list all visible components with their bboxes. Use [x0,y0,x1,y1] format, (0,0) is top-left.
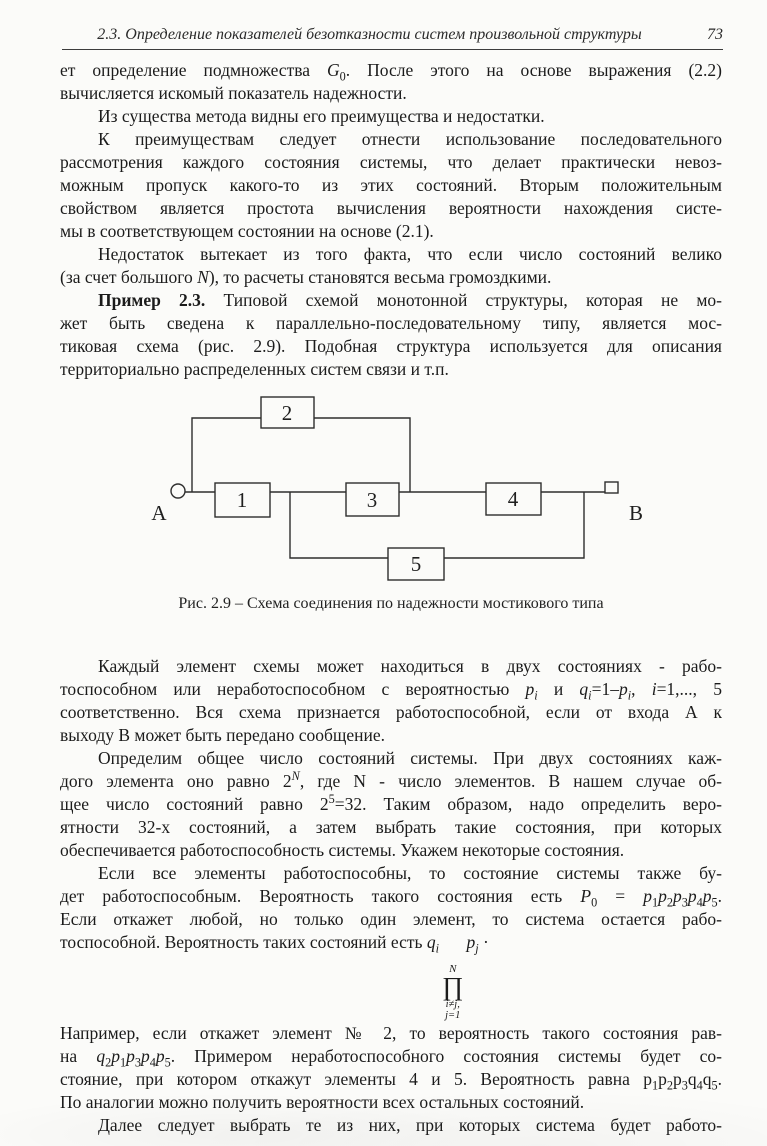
text-line: ет определение подмножества $G_0$. После этого на основе выражения (2.2) [60,60,722,84]
text-line: Далее следует выбрать те из них, при которых система будет работо- [98,1114,722,1135]
text-line: выходу В может быть передано сообщение. [60,725,385,745]
terminal-a [171,484,185,498]
text-line: ятности 32-х состояний, а затем выбрать такие состояния, при которых [60,817,722,837]
figure [60,393,722,613]
page-header [62,26,723,50]
paragraphs-before-figure [60,59,722,381]
wire-top-left [192,418,261,492]
text-line: Определим общее число состояний системы. При двух состояниях каж- [98,748,722,768]
product-formula: N ∏ i≠j, j=1 [442,963,464,1022]
text-line: щее число состояний равно $2^5=32$. Таким образом, надо определить веро- [60,792,722,814]
paragraph [60,105,722,128]
text-line: тоспособной. Вероятность таких состояний есть $q_i$ N ∏ i≠j, j=1 $p_j$ · [60,932,489,1022]
text-line: (за счет большого N), то расчеты становятся весьма громоздкими. [60,267,552,287]
text-line: К преимуществам следует отнести использование последовательного [98,129,722,149]
element-label-5: 5 [410,552,422,576]
text-line: свойством является простота вычисления вероятности нахождения систе- [60,198,722,218]
text-line: обеспечивается работоспособность системы. Укажем некоторые состояния. [60,840,625,860]
paragraph [60,1022,722,1114]
figure-caption: Рис. 2.9 – Схема соединения по надежности мостикового типа [178,595,604,612]
terminal-b [605,482,618,493]
text-line: стояние, при котором откажут элементы 4 и 5. Вероятность равна $p_1p_2p_3q_4q_5$. [60,1068,722,1093]
text-line: Пример 2.3. Типовой схемой монотонной структуры, которая не мо- [98,290,722,310]
bridge-network-diagram [60,393,720,589]
text-line: Из существа метода видны его преимущества и недостатки. [98,106,545,126]
paragraph [60,243,722,289]
node-label-b: B [628,501,644,525]
text-line: Каждый элемент схемы может находиться в двух состояниях - рабо- [98,656,722,676]
text-line: территориально распределенных систем связи и т.п. [60,359,449,379]
text-line: Если откажет любой, но только один элемент, то система остается рабо- [60,909,722,929]
text-line: тоспособном или неработоспособном с вероятностью $p_i$ и $q_i=1-p_i$, i=1,..., 5 [60,679,723,703]
text-line: дет работоспособным. Вероятность такого состояния есть $P_0 = p_1p_2p_3p_4p_5$. [60,886,722,910]
paragraph [60,862,722,1022]
paragraph [60,747,722,862]
body-text [60,59,722,1137]
paragraph [60,128,722,243]
element-label-1: 1 [236,488,248,512]
element-label-3: 3 [366,488,378,512]
text-line: дого элемента оно равно $2^N$, где N - число элементов. В нашем случае об- [60,769,722,791]
paragraph [60,655,722,747]
paragraph [60,1114,722,1137]
text-line: жет быть сведена к параллельно-последовательному типу, является мос- [60,313,722,333]
text-line: на $q_2p_1p_3p_4p_5$. Примером неработоспособного состояния системы будет со- [60,1045,723,1070]
text-line: Если все элементы работоспособны, то состояние системы также бу- [98,863,722,883]
node-label-a: A [151,501,167,525]
text-line: можным пропуск какого-то из этих состояний. Вторым положительным [60,175,722,195]
paragraph [60,59,722,105]
text-line: Например, если откажет элемент № 2, то вероятность такого состояния рав- [60,1022,722,1043]
text-line: Недостаток вытекает из того факта, что если число состояний велико [98,244,722,264]
spacer [60,613,722,635]
paragraphs-after-figure [60,655,722,1137]
text-line: соответственно. Вся схема признается работоспособной, если от входа А к [60,702,722,722]
element-label-4: 4 [507,487,519,511]
page-number: 73 [707,26,723,43]
paragraph [60,289,722,381]
wire-top-right [314,418,410,492]
text-line: По аналогии можно получить вероятности всех остальных состояний. [60,1091,585,1112]
text-line: рассмотрения каждого состояния системы, что делает практически невоз- [60,152,722,172]
text-line: вычисляется искомый показатель надежности. [60,83,407,103]
running-head: 2.3. Определение показателей безотказности систем произвольной структуры [97,26,642,43]
text-line: тиковая схема (рис. 2.9). Подобная структура используется для описания [60,336,722,356]
element-label-2: 2 [281,401,293,425]
text-line: мы в соответствующем состоянии на основе (2.1). [60,221,434,241]
